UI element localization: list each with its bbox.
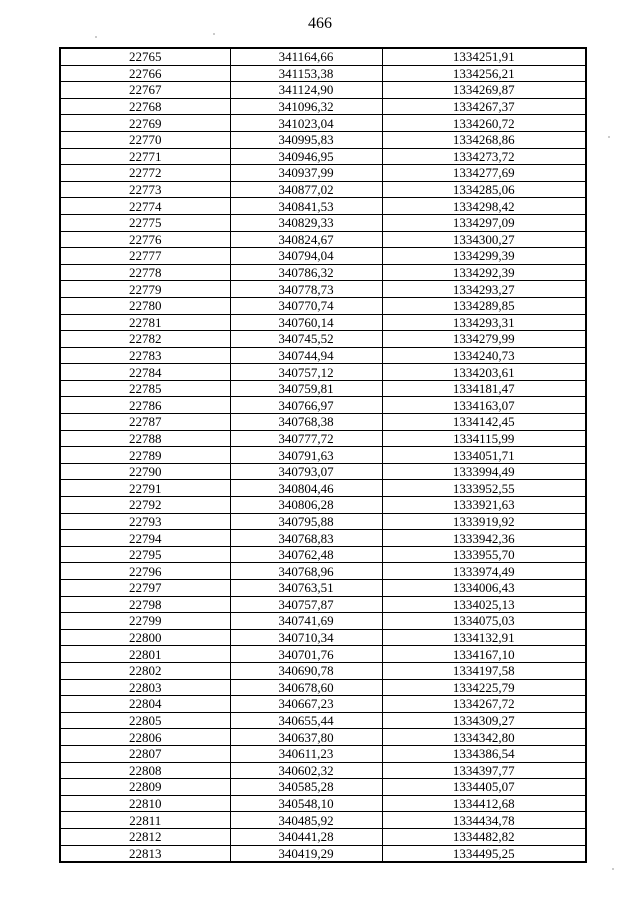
y-coordinate-cell: 1334256,21 bbox=[382, 65, 586, 82]
table-row bbox=[60, 314, 586, 331]
x-coordinate-cell: 340760,14 bbox=[230, 314, 382, 331]
y-coordinate-cell: 1334298,42 bbox=[382, 198, 586, 215]
scan-speck bbox=[608, 136, 610, 138]
table-row bbox=[60, 480, 586, 497]
x-coordinate-cell: 340701,76 bbox=[230, 646, 382, 663]
point-number-cell: 22794 bbox=[60, 530, 230, 547]
x-coordinate-cell: 341124,90 bbox=[230, 82, 382, 99]
point-number-cell: 22797 bbox=[60, 580, 230, 597]
x-coordinate-cell: 340791,63 bbox=[230, 447, 382, 464]
x-coordinate-cell: 340786,32 bbox=[230, 264, 382, 281]
y-coordinate-cell: 1333955,70 bbox=[382, 546, 586, 563]
y-coordinate-cell: 1334163,07 bbox=[382, 397, 586, 414]
table-row bbox=[60, 646, 586, 663]
x-coordinate-cell: 340690,78 bbox=[230, 662, 382, 679]
table-row bbox=[60, 198, 586, 215]
table-row bbox=[60, 679, 586, 696]
y-coordinate-cell: 1334289,85 bbox=[382, 297, 586, 314]
x-coordinate-cell: 340655,44 bbox=[230, 712, 382, 729]
point-number-cell: 22793 bbox=[60, 513, 230, 530]
table-row bbox=[60, 447, 586, 464]
point-number-cell: 22765 bbox=[60, 48, 230, 65]
point-number-cell: 22785 bbox=[60, 380, 230, 397]
x-coordinate-cell: 340777,72 bbox=[230, 430, 382, 447]
table-row bbox=[60, 497, 586, 514]
point-number-cell: 22804 bbox=[60, 696, 230, 713]
y-coordinate-cell: 1334293,31 bbox=[382, 314, 586, 331]
y-coordinate-cell: 1334225,79 bbox=[382, 679, 586, 696]
table-row bbox=[60, 364, 586, 381]
table-row bbox=[60, 828, 586, 845]
table-row bbox=[60, 513, 586, 530]
table-row bbox=[60, 347, 586, 364]
coordinates-table bbox=[59, 47, 587, 863]
table-row bbox=[60, 331, 586, 348]
table-row bbox=[60, 580, 586, 597]
y-coordinate-cell: 1334342,80 bbox=[382, 729, 586, 746]
point-number-cell: 22786 bbox=[60, 397, 230, 414]
y-coordinate-cell: 1334405,07 bbox=[382, 779, 586, 796]
x-coordinate-cell: 340877,02 bbox=[230, 181, 382, 198]
x-coordinate-cell: 340611,23 bbox=[230, 745, 382, 762]
y-coordinate-cell: 1334273,72 bbox=[382, 148, 586, 165]
x-coordinate-cell: 340441,28 bbox=[230, 828, 382, 845]
x-coordinate-cell: 340585,28 bbox=[230, 779, 382, 796]
x-coordinate-cell: 341096,32 bbox=[230, 98, 382, 115]
y-coordinate-cell: 1333921,63 bbox=[382, 497, 586, 514]
y-coordinate-cell: 1334397,77 bbox=[382, 762, 586, 779]
x-coordinate-cell: 340824,67 bbox=[230, 231, 382, 248]
x-coordinate-cell: 340762,48 bbox=[230, 546, 382, 563]
x-coordinate-cell: 340678,60 bbox=[230, 679, 382, 696]
x-coordinate-cell: 340637,80 bbox=[230, 729, 382, 746]
table-row bbox=[60, 729, 586, 746]
point-number-cell: 22811 bbox=[60, 812, 230, 829]
table-row bbox=[60, 181, 586, 198]
x-coordinate-cell: 340766,97 bbox=[230, 397, 382, 414]
x-coordinate-cell: 340485,92 bbox=[230, 812, 382, 829]
x-coordinate-cell: 340763,51 bbox=[230, 580, 382, 597]
y-coordinate-cell: 1333942,36 bbox=[382, 530, 586, 547]
point-number-cell: 22788 bbox=[60, 430, 230, 447]
point-number-cell: 22787 bbox=[60, 414, 230, 431]
point-number-cell: 22810 bbox=[60, 795, 230, 812]
x-coordinate-cell: 340757,87 bbox=[230, 596, 382, 613]
x-coordinate-cell: 341023,04 bbox=[230, 115, 382, 132]
y-coordinate-cell: 1334181,47 bbox=[382, 380, 586, 397]
table-row bbox=[60, 65, 586, 82]
point-number-cell: 22781 bbox=[60, 314, 230, 331]
table-row bbox=[60, 629, 586, 646]
scan-speck bbox=[213, 33, 215, 35]
y-coordinate-cell: 1334482,82 bbox=[382, 828, 586, 845]
table-row bbox=[60, 762, 586, 779]
y-coordinate-cell: 1334267,72 bbox=[382, 696, 586, 713]
table-row bbox=[60, 82, 586, 99]
table-row bbox=[60, 414, 586, 431]
y-coordinate-cell: 1334279,99 bbox=[382, 331, 586, 348]
point-number-cell: 22766 bbox=[60, 65, 230, 82]
table-row bbox=[60, 281, 586, 298]
x-coordinate-cell: 340937,99 bbox=[230, 165, 382, 182]
x-coordinate-cell: 340806,28 bbox=[230, 497, 382, 514]
table-row bbox=[60, 430, 586, 447]
y-coordinate-cell: 1334051,71 bbox=[382, 447, 586, 464]
x-coordinate-cell: 340419,29 bbox=[230, 845, 382, 862]
table-row bbox=[60, 563, 586, 580]
table-row bbox=[60, 546, 586, 563]
point-number-cell: 22789 bbox=[60, 447, 230, 464]
point-number-cell: 22773 bbox=[60, 181, 230, 198]
point-number-cell: 22805 bbox=[60, 712, 230, 729]
table-row bbox=[60, 812, 586, 829]
table-row bbox=[60, 115, 586, 132]
y-coordinate-cell: 1334260,72 bbox=[382, 115, 586, 132]
x-coordinate-cell: 340741,69 bbox=[230, 613, 382, 630]
y-coordinate-cell: 1334277,69 bbox=[382, 165, 586, 182]
x-coordinate-cell: 340841,53 bbox=[230, 198, 382, 215]
x-coordinate-cell: 341164,66 bbox=[230, 48, 382, 65]
table-row bbox=[60, 696, 586, 713]
point-number-cell: 22776 bbox=[60, 231, 230, 248]
x-coordinate-cell: 340793,07 bbox=[230, 463, 382, 480]
table-row bbox=[60, 779, 586, 796]
x-coordinate-cell: 340795,88 bbox=[230, 513, 382, 530]
point-number-cell: 22813 bbox=[60, 845, 230, 862]
x-coordinate-cell: 340759,81 bbox=[230, 380, 382, 397]
y-coordinate-cell: 1334269,87 bbox=[382, 82, 586, 99]
point-number-cell: 22802 bbox=[60, 662, 230, 679]
table-row bbox=[60, 712, 586, 729]
x-coordinate-cell: 340946,95 bbox=[230, 148, 382, 165]
point-number-cell: 22807 bbox=[60, 745, 230, 762]
table-row bbox=[60, 745, 586, 762]
point-number-cell: 22768 bbox=[60, 98, 230, 115]
x-coordinate-cell: 340757,12 bbox=[230, 364, 382, 381]
y-coordinate-cell: 1334132,91 bbox=[382, 629, 586, 646]
x-coordinate-cell: 340602,32 bbox=[230, 762, 382, 779]
point-number-cell: 22783 bbox=[60, 347, 230, 364]
y-coordinate-cell: 1334203,61 bbox=[382, 364, 586, 381]
point-number-cell: 22767 bbox=[60, 82, 230, 99]
point-number-cell: 22799 bbox=[60, 613, 230, 630]
table-row bbox=[60, 231, 586, 248]
point-number-cell: 22800 bbox=[60, 629, 230, 646]
table-row bbox=[60, 463, 586, 480]
point-number-cell: 22795 bbox=[60, 546, 230, 563]
y-coordinate-cell: 1334495,25 bbox=[382, 845, 586, 862]
y-coordinate-cell: 1333994,49 bbox=[382, 463, 586, 480]
x-coordinate-cell: 340667,23 bbox=[230, 696, 382, 713]
y-coordinate-cell: 1334299,39 bbox=[382, 248, 586, 265]
table-row bbox=[60, 131, 586, 148]
table-row bbox=[60, 165, 586, 182]
x-coordinate-cell: 340768,38 bbox=[230, 414, 382, 431]
table-row bbox=[60, 148, 586, 165]
point-number-cell: 22780 bbox=[60, 297, 230, 314]
y-coordinate-cell: 1333919,92 bbox=[382, 513, 586, 530]
x-coordinate-cell: 340829,33 bbox=[230, 214, 382, 231]
point-number-cell: 22796 bbox=[60, 563, 230, 580]
y-coordinate-cell: 1334025,13 bbox=[382, 596, 586, 613]
table-row bbox=[60, 297, 586, 314]
point-number-cell: 22772 bbox=[60, 165, 230, 182]
x-coordinate-cell: 340548,10 bbox=[230, 795, 382, 812]
x-coordinate-cell: 340745,52 bbox=[230, 331, 382, 348]
y-coordinate-cell: 1334412,68 bbox=[382, 795, 586, 812]
y-coordinate-cell: 1334386,54 bbox=[382, 745, 586, 762]
point-number-cell: 22770 bbox=[60, 131, 230, 148]
point-number-cell: 22806 bbox=[60, 729, 230, 746]
y-coordinate-cell: 1334293,27 bbox=[382, 281, 586, 298]
y-coordinate-cell: 1334292,39 bbox=[382, 264, 586, 281]
point-number-cell: 22812 bbox=[60, 828, 230, 845]
y-coordinate-cell: 1334075,03 bbox=[382, 613, 586, 630]
point-number-cell: 22778 bbox=[60, 264, 230, 281]
table-row bbox=[60, 98, 586, 115]
x-coordinate-cell: 340710,34 bbox=[230, 629, 382, 646]
y-coordinate-cell: 1334251,91 bbox=[382, 48, 586, 65]
table-row bbox=[60, 48, 586, 65]
x-coordinate-cell: 340768,96 bbox=[230, 563, 382, 580]
table-row bbox=[60, 613, 586, 630]
y-coordinate-cell: 1334297,09 bbox=[382, 214, 586, 231]
point-number-cell: 22809 bbox=[60, 779, 230, 796]
point-number-cell: 22801 bbox=[60, 646, 230, 663]
x-coordinate-cell: 340794,04 bbox=[230, 248, 382, 265]
coordinates-table-body bbox=[60, 48, 586, 862]
y-coordinate-cell: 1334267,37 bbox=[382, 98, 586, 115]
y-coordinate-cell: 1333974,49 bbox=[382, 563, 586, 580]
point-number-cell: 22790 bbox=[60, 463, 230, 480]
y-coordinate-cell: 1334240,73 bbox=[382, 347, 586, 364]
point-number-cell: 22779 bbox=[60, 281, 230, 298]
point-number-cell: 22792 bbox=[60, 497, 230, 514]
y-coordinate-cell: 1334142,45 bbox=[382, 414, 586, 431]
y-coordinate-cell: 1334167,10 bbox=[382, 646, 586, 663]
point-number-cell: 22808 bbox=[60, 762, 230, 779]
y-coordinate-cell: 1334300,27 bbox=[382, 231, 586, 248]
table-row bbox=[60, 845, 586, 862]
table-row bbox=[60, 397, 586, 414]
scan-speck bbox=[95, 36, 97, 38]
x-coordinate-cell: 340778,73 bbox=[230, 281, 382, 298]
point-number-cell: 22782 bbox=[60, 331, 230, 348]
x-coordinate-cell: 340995,83 bbox=[230, 131, 382, 148]
point-number-cell: 22798 bbox=[60, 596, 230, 613]
point-number-cell: 22775 bbox=[60, 214, 230, 231]
point-number-cell: 22774 bbox=[60, 198, 230, 215]
y-coordinate-cell: 1334309,27 bbox=[382, 712, 586, 729]
point-number-cell: 22769 bbox=[60, 115, 230, 132]
point-number-cell: 22803 bbox=[60, 679, 230, 696]
y-coordinate-cell: 1334268,86 bbox=[382, 131, 586, 148]
table-row bbox=[60, 795, 586, 812]
table-row bbox=[60, 248, 586, 265]
point-number-cell: 22771 bbox=[60, 148, 230, 165]
x-coordinate-cell: 340744,94 bbox=[230, 347, 382, 364]
y-coordinate-cell: 1334285,06 bbox=[382, 181, 586, 198]
table-row bbox=[60, 596, 586, 613]
y-coordinate-cell: 1334115,99 bbox=[382, 430, 586, 447]
table-row bbox=[60, 214, 586, 231]
y-coordinate-cell: 1334006,43 bbox=[382, 580, 586, 597]
y-coordinate-cell: 1333952,55 bbox=[382, 480, 586, 497]
point-number-cell: 22791 bbox=[60, 480, 230, 497]
x-coordinate-cell: 340768,83 bbox=[230, 530, 382, 547]
x-coordinate-cell: 340770,74 bbox=[230, 297, 382, 314]
table-row bbox=[60, 380, 586, 397]
scan-speck bbox=[612, 868, 614, 870]
x-coordinate-cell: 341153,38 bbox=[230, 65, 382, 82]
table-row bbox=[60, 662, 586, 679]
table-row bbox=[60, 530, 586, 547]
y-coordinate-cell: 1334197,58 bbox=[382, 662, 586, 679]
page-number: 466 bbox=[308, 15, 332, 32]
point-number-cell: 22784 bbox=[60, 364, 230, 381]
table-row bbox=[60, 264, 586, 281]
y-coordinate-cell: 1334434,78 bbox=[382, 812, 586, 829]
point-number-cell: 22777 bbox=[60, 248, 230, 265]
x-coordinate-cell: 340804,46 bbox=[230, 480, 382, 497]
